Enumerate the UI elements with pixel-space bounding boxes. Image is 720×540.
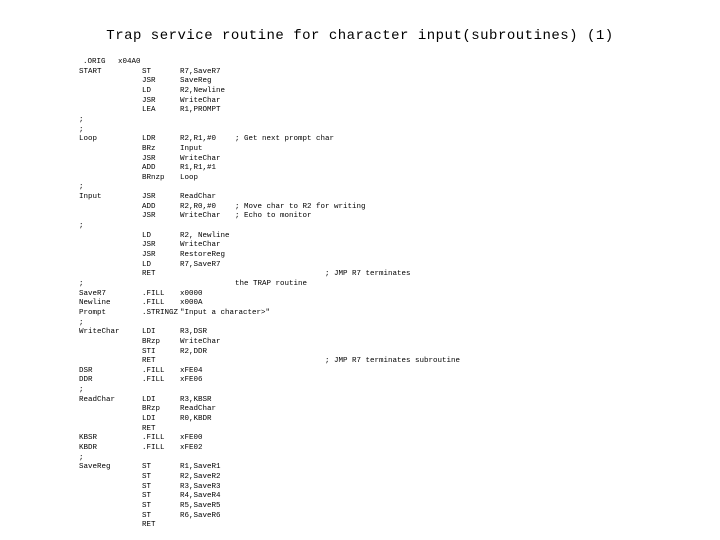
code-line [0,453,720,463]
code-opcode: .FILL [142,434,165,443]
code-line [0,511,720,521]
code-line [0,327,720,337]
code-line [0,356,720,366]
code-line [0,443,720,453]
code-line [0,375,720,385]
page-title: Trap service routine for character input(subroutines) (1) [106,28,614,44]
code-line [0,163,720,173]
code-label: KBSR [79,434,98,443]
code-opcode: ST [142,463,152,472]
code-line [0,289,720,299]
code-comment: the TRAP routine [235,279,308,288]
code-line [0,520,720,530]
code-label: ; [79,183,84,192]
code-operands: R5,SaveR5 [180,501,221,510]
code-label: START [79,67,102,76]
code-label: KBDR [79,444,98,452]
code-operands: WriteChar [180,337,221,346]
code-line [0,154,720,164]
code-label: ; [79,125,84,134]
code-line [0,67,720,77]
code-opcode: LDI [142,395,156,404]
code-line [0,501,720,511]
code-line [0,96,720,106]
code-label: WriteChar [79,328,120,337]
code-opcode: RET [142,270,156,279]
code-operands: R2,SaveR2 [180,472,221,481]
code-line [0,298,720,308]
code-opcode: JSR [142,241,156,250]
code-line [0,105,720,115]
code-line [0,472,720,482]
code-opcode: JSR [142,212,156,221]
code-line [0,182,720,192]
code-label: Prompt [79,308,107,317]
code-label: ReadChar [79,395,116,404]
code-label: ; [79,453,84,462]
code-operands: R3,DSR [180,328,208,337]
code-operands: x0000 [180,289,203,298]
code-operands: R1,SaveR1 [180,463,221,472]
code-opcode: ST [142,511,152,520]
code-operands: R1,PROMPT [180,106,221,115]
code-opcode: BRnzp [142,173,165,182]
code-line [0,279,720,289]
code-operands: xFE00 [180,434,203,443]
code-opcode: ST [142,67,152,76]
code-operands: R3,KBSR [180,395,212,404]
code-opcode: JSR [142,154,156,163]
code-label: .ORIG [83,58,106,66]
code-label: Newline [79,299,111,308]
code-opcode: ADD [142,164,156,173]
code-opcode: LDI [142,328,156,337]
code-opcode: ADD [142,202,156,211]
code-line [0,462,720,472]
code-line [0,395,720,405]
code-label: Loop [79,135,98,144]
code-opcode: LD [142,231,152,240]
code-line [0,134,720,144]
code-line [0,260,720,270]
code-label: DSR [79,366,93,375]
code-label: ; [79,279,84,288]
code-opcode: STI [142,347,156,356]
code-line [0,366,720,376]
code-line [0,482,720,492]
code-opcode: RET [142,357,156,366]
code-line [0,250,720,260]
code-opcode: JSR [142,77,156,86]
code-line [0,57,720,67]
code-label: ; [79,318,84,327]
code-opcode: LDR [142,135,156,144]
code-line [0,308,720,318]
code-operands: SaveReg [180,77,212,86]
code-operands: R2,Newline [180,86,226,95]
code-line [0,231,720,241]
code-opcode: ST [142,472,152,481]
code-line [0,173,720,183]
code-comment: ; JMP R7 terminates [325,270,411,279]
code-operands: R4,SaveR4 [180,492,221,501]
code-opcode: JSR [142,251,156,259]
code-operands: WriteChar [180,96,221,105]
code-operands: xFE04 [180,366,203,375]
code-line [0,125,720,135]
code-label: ; [79,386,84,395]
code-operands: "Input a character>" [180,308,271,317]
code-operands: R7,SaveR7 [180,67,221,76]
code-operands: R1,R1,#1 [180,164,217,173]
code-label: SaveR7 [79,289,107,298]
code-opcode: LEA [142,106,156,115]
code-operands: R7,SaveR7 [180,260,221,269]
code-line [0,240,720,250]
code-line [0,86,720,96]
code-line [0,211,720,221]
code-opcode: ST [142,482,152,491]
code-opcode: JSR [142,96,156,105]
code-operands: RestoreReg [180,251,226,259]
code-operands: ReadChar [180,405,217,414]
code-opcode: RET [142,521,156,530]
code-label: ; [79,115,84,124]
code-operands: x000A [180,299,203,308]
code-opcode: RET [142,424,156,433]
code-line [0,269,720,279]
code-opcode: LD [142,86,152,95]
code-comment: ; Echo to monitor [235,212,312,221]
code-line [0,385,720,395]
code-opcode: .STRINGZ [142,308,179,317]
code-opcode: BRz [142,144,156,153]
code-line [0,491,720,501]
code-label: SaveReg [79,463,111,472]
code-opcode: ST [142,501,152,510]
code-opcode: ST [142,492,152,501]
code-line [0,424,720,434]
code-line [0,76,720,86]
code-opcode: .FILL [142,289,165,298]
code-opcode: BRzp [142,405,161,414]
code-label: Input [79,193,102,202]
code-line [0,115,720,125]
code-opcode: x04A0 [118,58,141,66]
code-operands: R2,R1,#0 [180,135,217,144]
code-operands: Input [180,144,203,153]
code-operands: R2,R0,#0 [180,202,217,211]
code-line [0,202,720,212]
code-opcode: BRzp [142,337,161,346]
code-operands: R0,KBDR [180,415,212,424]
code-line [0,414,720,424]
code-opcode: .FILL [142,366,165,375]
code-operands: R3,SaveR3 [180,482,221,491]
code-line [0,337,720,347]
code-opcode: .FILL [142,444,165,452]
code-label: DDR [79,376,93,385]
code-line [0,144,720,154]
code-line [0,221,720,231]
code-operands: xFE06 [180,376,203,385]
code-line [0,433,720,443]
code-line [0,347,720,357]
code-opcode: .FILL [142,376,165,385]
code-opcode: JSR [142,193,156,202]
code-comment: ; Get next prompt char [235,135,335,144]
code-operands: R2, Newline [180,231,230,240]
code-operands: R6,SaveR6 [180,511,221,520]
code-operands: WriteChar [180,154,221,163]
code-line [0,404,720,414]
code-operands: WriteChar [180,212,221,221]
code-line [0,318,720,328]
code-line [0,192,720,202]
code-operands: Loop [180,173,199,182]
code-opcode: .FILL [142,299,165,308]
code-operands: xFE02 [180,444,203,452]
code-operands: ReadChar [180,193,217,202]
code-operands: WriteChar [180,241,221,250]
code-operands: R2,DDR [180,347,208,356]
code-opcode: LD [142,260,152,269]
code-comment: ; JMP R7 terminates subroutine [325,357,461,366]
code-comment: ; Move char to R2 for writing [235,202,366,211]
code-label: ; [79,222,84,231]
code-opcode: LDI [142,415,156,424]
